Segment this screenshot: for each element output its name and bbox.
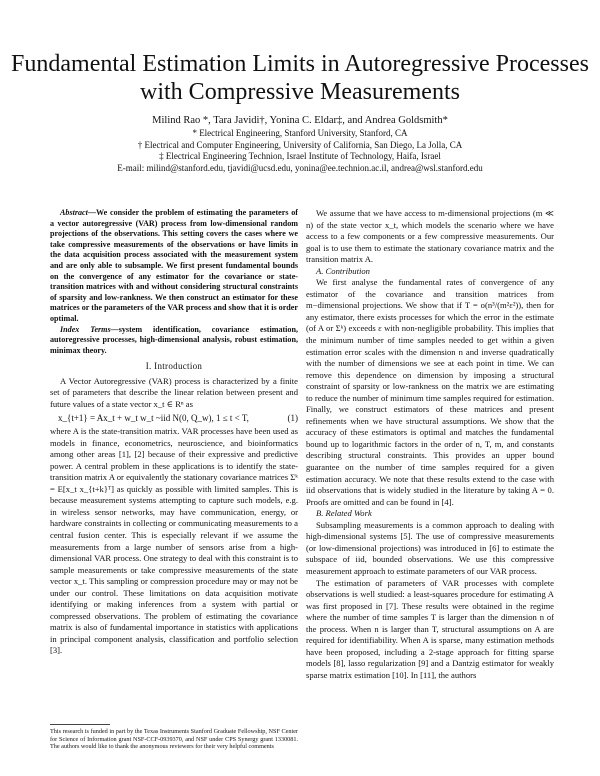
equation-1 — [50, 413, 298, 425]
author-emails: E-mail: milind@stanford.edu, tjavidi@ucsd.edu, yonina@ee.technion.ac.il, andrea@wsl.stanford.edu — [117, 162, 483, 173]
index-terms-text: —system identification, covariance estimation, autoregressive processes, high-dimensional analysis, robust estimation, minimax theory. — [50, 324, 299, 355]
affiliation-technion: ‡ Electrical Engineering Technion, Israel Institute of Technology, Haifa, Israel — [159, 151, 441, 162]
right-paragraph-1: We assume that we have access to m-dimensional projections (m ≪ n) of the state vector x_t, which models the scenario where we have access to a few components or a few compressive measurements. Our goal is to use them to estimate the stationary covariance matrix and the transition matrix A. — [306, 208, 554, 265]
abstract — [50, 208, 298, 325]
equation-number: (1) — [287, 412, 298, 423]
index-terms-label: Index Terms — [60, 324, 111, 334]
author-list: Milind Rao *, Tara Javidi†, Yonina C. Eldar‡, and Andrea Goldsmith* — [152, 115, 448, 126]
index-terms — [50, 325, 298, 357]
related-paragraph-1: Subsampling measurements is a common approach to dealing with high-dimensional systems [5]. The use of compressive measurements (or low-dimensional projections) was introduced in [6] to estimate the subspace of iid, bounded observations. We use this compressive measurement approach to estimate parameters of our VAR process. — [306, 519, 554, 576]
abstract-text: —We consider the problem of estimating the parameters of a vector autoregressive (VAR) process from low-dimensional random projections of the observations. This setting covers the cases where we take compressive measurements of the observations or have limits in the data acquisition process associated with the measurement system and are only able to subsample. We first present fundamental bounds on the convergence of any estimator for the covariance or state-transition matrices with and without considering structural constraints of sparsity and low-rankness. We then construct an estimator for these matrices or the parameters of the VAR process and show that it is order optimal. — [50, 208, 298, 323]
footnote-rule — [50, 724, 110, 725]
contribution-paragraph: We first analyse the fundamental rates of convergence of any estimator of the covariance and transition matrices from m−dimensional projections. We show that if T = o(n³/(m²ε²)), then for any estimator, there exists processes for which the error in the estimate (of A or Σᵏ) exceeds ε with non-negligible probability. This implies that the minimum number of time samples needed to get within a given estimation error scales with the dimension n and inverse quadratically with the number of dimensions we see at each point in time. We can remove this dependence on dimension by imposing a structural constraint of sparsity or low-rankness on the matrix we are estimating to reduce the number of minimum time samples required for estimation. Finally, we construct estimators of these matrices and present refinements when we have structural assumptions. We show that the accuracy of these estimators is optimal and matches the fundamental bound up to logarithmic factors in the order of n, T, m, and constants describing structural constraints. This provides an upper bound guarantee on the number of time samples required for a given estimation accuracy. We note that these results extend to the case with iid observations that is widely studied in the literature by taking A = 0. Proofs are omitted and can be found in [4]. — [306, 277, 554, 507]
abstract-label: Abstract — [60, 208, 88, 217]
equation-body: x_{t+1} = Ax_t + w_t w_t ~iid N(0, Q_w), 1 ≤ t < T, — [58, 412, 249, 423]
section-heading-introduction: I. Introduction — [145, 361, 203, 372]
intro-paragraph-1: A Vector Autoregressive (VAR) process is characterized by a finite set of parameters that describe the linear relation between present and future values of a state vector x_t ∈ Rⁿ as — [50, 375, 298, 409]
right-column — [306, 208, 554, 681]
affiliation-ucsd: † Electrical and Computer Engineering, University of California, San Diego, La Jolla, CA — [137, 139, 463, 150]
funding-footnote: This research is funded in part by the Texas Instruments Stanford Graduate Fellowship, NSF Center for Science of Information grant NSF-CCF-0939370, and NSF under CPS Synergy grant 1330081. The authors would like to thank the anonymous reviewers for their very helpful comments — [50, 728, 298, 751]
subsection-heading-related-work: B. Related Work — [316, 508, 372, 519]
subsection-heading-contribution: A. Contribution — [316, 265, 370, 276]
related-paragraph-2: The estimation of parameters of VAR processes with complete observations is well studied: a least-squares procedure for estimating A was first proposed in [7]. These results were obtained in the regime where the number of time samples T is larger than the dimension n of the process. When n is larger than T, structural assumptions on A are required for identifiability. When A is sparse, many estimation methods have been proposed, including a 2-stage approach for fitting sparse models [8], lasso regularization [9] and a Dantzig estimator for weakly sparse matrix estimation [10]. In [11], the authors — [306, 577, 554, 680]
intro-paragraph-2: where A is the state-transition matrix. VAR processes have been used as models in finance, econometrics, neuroscience, and bioinformatics among other areas [1], [2] because of their expressive and predictive power. A central problem in these applications is to identify the state-transition matrix A or equivalently the stationary covariance matrices Σᵏ = E[x_t x_{t+k}ᵀ] as quickly as possible with limited samples. This is because measurement systems attempting to capture such models, e.g. in wireless sensor networks, may have communication, energy, or hardware constraints in collecting or communicating measurements to a central fusion center. This is especially relevant if we assume the measurements from a large number of sensors arise from a high-dimensional VAR process. One strategy to deal with this constraint is to sample measurements or take compressive measurements of the state vector x_t. This sampling or compression procedure may or may not be under our control. These limitations on data acquisition motivate identifying or making inferences from a system with partial or compressed observations. The problem of estimating the covariance matrix is also of fundamental importance in statistics with applications in principal component analysis, classification and portfolio selection [3]. — [50, 426, 298, 656]
affiliation-stanford: * Electrical Engineering, Stanford University, Stanford, CA — [192, 128, 408, 138]
paper-title: Fundamental Estimation Limits in Autoregressive Processes with Compressive Measurements — [11, 51, 589, 105]
left-column — [50, 208, 298, 657]
affiliations — [0, 128, 600, 174]
